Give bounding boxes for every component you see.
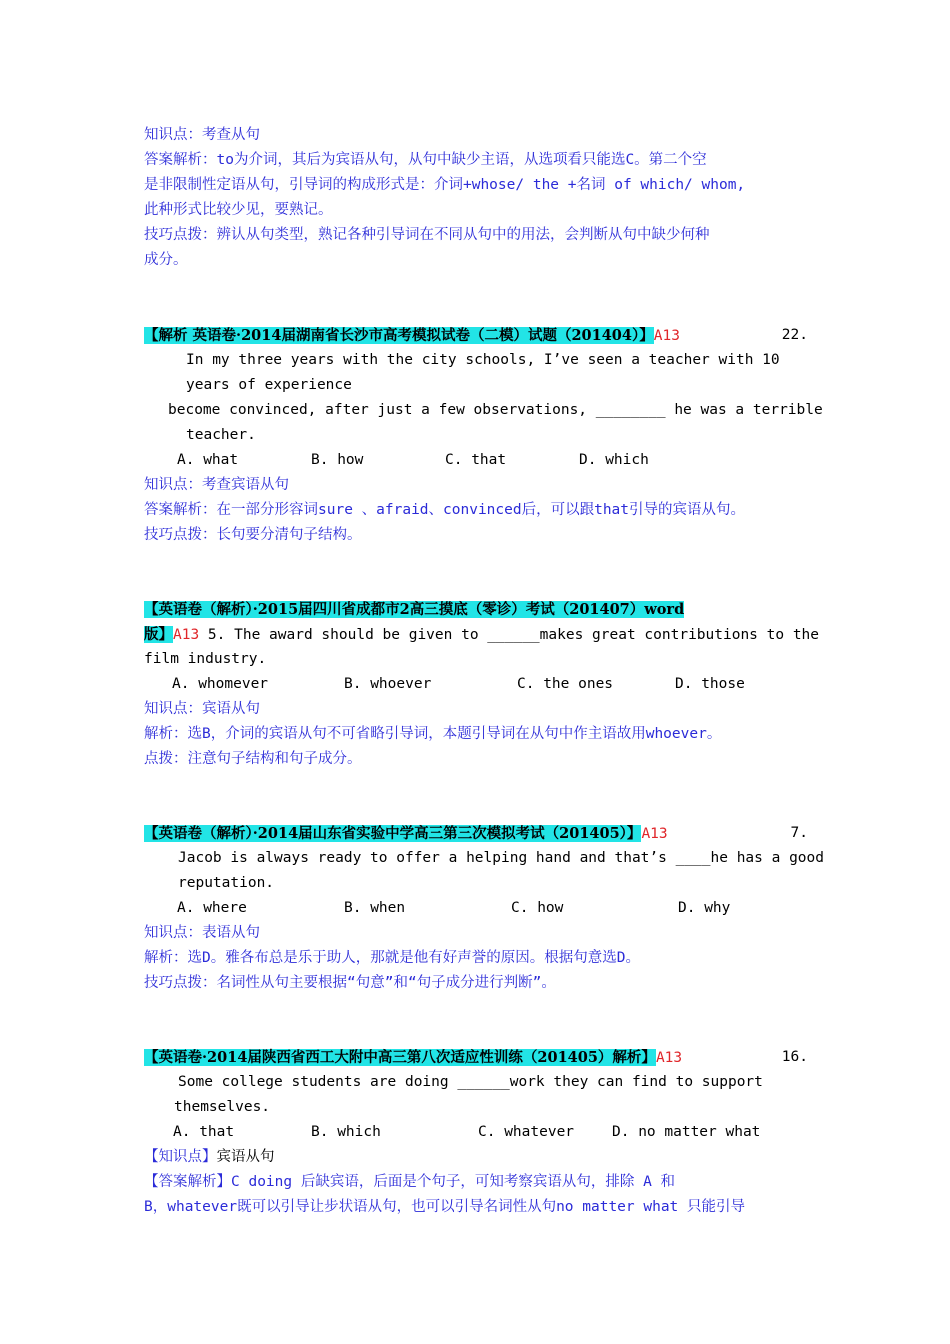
source-label-cont: 版】 — [144, 626, 173, 643]
option-a: A. whomever — [172, 676, 269, 692]
knowledge-label: 【知识点】 — [144, 1149, 217, 1165]
knowledge-point: 知识点：宾语从句 — [144, 701, 260, 717]
options-row — [144, 672, 808, 697]
knowledge-point: 知识点：表语从句 — [144, 925, 260, 941]
options-row — [144, 896, 808, 921]
option-a: A. where — [177, 900, 247, 916]
tips-line: 技巧点拨：辨认从句类型，熟记各种引导词在不同从句中的用法，会判断从句中缺少何种 — [144, 227, 710, 243]
options-row — [144, 1120, 808, 1145]
tips-line: 技巧点拨：名词性从句主要根据“句意”和“句子成分进行判断”。 — [144, 975, 556, 991]
option-d: D. no matter what — [612, 1124, 761, 1140]
options-row — [144, 448, 808, 473]
source-label: 【解析 英语卷·2014届湖南省长沙市高考模拟试卷（二模）试题（201404）】 — [144, 327, 654, 344]
question-number: 22. — [781, 327, 808, 343]
answer-analysis-line: 解析：选B，介词的宾语从句不可省略引导词，本题引导词在从句中作主语故用whoever。 — [144, 726, 722, 742]
answer-analysis-line: 此种形式比较少见，要熟记。 — [144, 202, 333, 218]
tips-line: 点拨：注意句子结构和句子成分。 — [144, 751, 362, 767]
knowledge-point: 知识点：考查宾语从句 — [144, 477, 289, 493]
option-b: B. when — [344, 900, 406, 916]
answer-text: C doing 后缺宾语，后面是个句子，可知考察宾语从句，排除 A 和 — [231, 1174, 676, 1190]
option-b: B. which — [311, 1124, 381, 1140]
option-c: C. the ones — [517, 676, 614, 692]
tips-line: 技巧点拨：长句要分清句子结构。 — [144, 527, 362, 543]
option-b: B. whoever — [344, 676, 432, 692]
answer-analysis-line: 解析：选D。雅各布总是乐于助人，那就是他有好声誉的原因。根据句意选D。 — [144, 950, 640, 966]
question-text: film industry. — [144, 651, 267, 667]
category-code: A13 — [653, 328, 680, 344]
question-header — [144, 1045, 808, 1070]
question-header — [144, 323, 808, 348]
question-header — [144, 821, 808, 846]
question-header — [144, 597, 808, 622]
question-block-16 — [144, 1045, 808, 1220]
tips-line: 成分。 — [144, 252, 188, 268]
source-label: 【英语卷·2014届陕西省西工大附中高三第八次适应性训练（201405）解析】 — [144, 1049, 656, 1066]
answer-analysis-line: 是非限制性定语从句，引导词的构成形式是：介词+whose/ the +名词 of which/ whom, — [144, 177, 746, 193]
answer-analysis-line: B，whatever既可以引导让步状语从句，也可以引导名词性从句no matter what 只能引导 — [144, 1199, 746, 1215]
knowledge-point — [144, 1145, 808, 1170]
question-text: reputation. — [178, 875, 275, 891]
option-c: C. whatever — [478, 1124, 575, 1140]
answer-analysis-line — [144, 1170, 808, 1195]
question-text: teacher. — [186, 427, 256, 443]
category-code: A13 — [655, 1050, 683, 1066]
option-c: C. that — [445, 452, 507, 468]
option-b: B. how — [311, 452, 364, 468]
category-code: A13 — [173, 627, 200, 643]
answer-analysis-line: 答案解析：在一部分形容词sure 、afraid、convinced后，可以跟that引导的宾语从句。 — [144, 502, 746, 518]
source-label: 【英语卷（解析）·2015届四川省成都市2高三摸底（零诊）考试（201407）word — [144, 601, 685, 618]
question-header-cont — [144, 622, 820, 647]
question-block-22 — [144, 323, 823, 548]
knowledge-point: 知识点：考查从句 — [144, 127, 260, 143]
option-a: A. that — [173, 1124, 235, 1140]
option-a: A. what — [177, 452, 239, 468]
question-number: 7. — [790, 825, 808, 841]
option-d: D. which — [579, 452, 649, 468]
answer-label: 【答案解析】 — [144, 1174, 231, 1190]
question-text: Jacob is always ready to offer a helping hand and that’s ____he has a good — [178, 850, 825, 866]
option-d: D. why — [678, 900, 731, 916]
question-number: 16. — [781, 1049, 808, 1065]
question-text: themselves. — [174, 1099, 271, 1115]
question-text: years of experience — [186, 377, 352, 393]
category-code: A13 — [641, 826, 668, 842]
question-text: In my three years with the city schools, I’ve seen a teacher with 10 — [186, 352, 780, 368]
question-text: Some college students are doing ______work they can find to support — [178, 1074, 763, 1090]
question-text: 5. The award should be given to ______makes great contributions to the — [199, 627, 820, 643]
question-block-5 — [144, 597, 820, 772]
answer-analysis-line: 答案解析：to为介词，其后为宾语从句，从句中缺少主语，从选项看只能选C。第二个空 — [144, 152, 707, 168]
question-block-7 — [144, 821, 825, 996]
option-c: C. how — [511, 900, 564, 916]
question-text: become convinced, after just a few observations, ________ he was a terrible — [168, 402, 823, 418]
knowledge-text: 宾语从句 — [216, 1149, 275, 1165]
option-d: D. those — [675, 676, 745, 692]
source-label: 【英语卷（解析）·2014届山东省实验中学高三第三次模拟考试（201405）】 — [144, 825, 642, 842]
answer-block-1 — [144, 123, 808, 273]
